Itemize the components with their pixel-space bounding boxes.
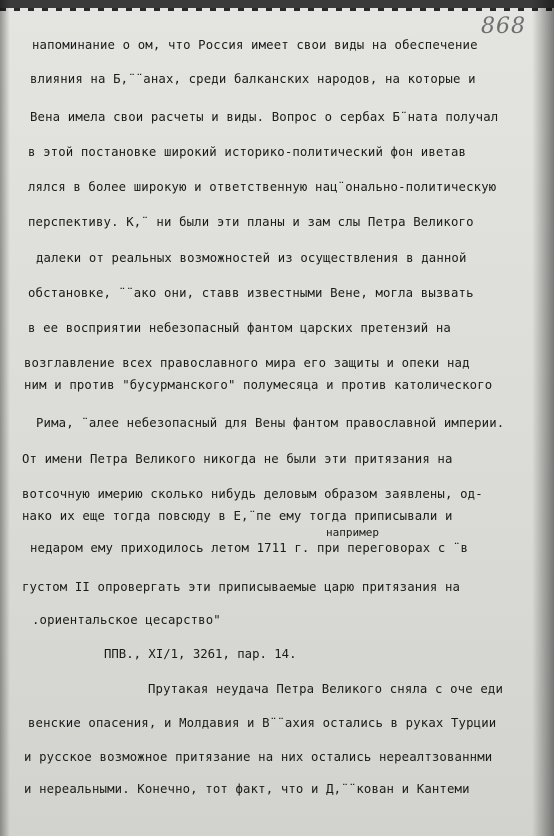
text-line: обстановке, ¨¨ако они, ставв известными Вене, могла вызвать bbox=[28, 286, 474, 300]
text-line: Прутакая неудача Петра Великого сняла с оче еди bbox=[148, 682, 504, 696]
text-line: .ориентальское цесарство" bbox=[32, 613, 221, 627]
text-line: недаром ему приходилось летом 1711 г. при переговорах с ¨в bbox=[30, 541, 469, 555]
interlinear-insertion: например bbox=[326, 526, 379, 539]
paper-top-edge bbox=[0, 0, 554, 8]
text-line: и русское возможное притязание на них остались нереалтзованнми bbox=[24, 750, 493, 764]
text-line: От имени Петра Великого никогда не были эти притязания на bbox=[22, 452, 453, 466]
footnote-reference: ППВ., XI/1, 3261, пар. 14. bbox=[104, 647, 297, 661]
text-line: густом II опровергать эти приписываемые царю притязания на bbox=[22, 580, 461, 594]
text-line: в этой постановке широкий историко-политический фон иветав bbox=[28, 145, 467, 159]
text-line: вотсочную имерию сколько нибудь деловым образом заявлены, од- bbox=[22, 487, 483, 501]
text-line: влияния на Б,¨¨анах, среди балканских народов, на которые и bbox=[30, 72, 476, 86]
page-number: 868 bbox=[481, 14, 526, 39]
text-line: нако их еще тогда повсюду в Е,¨пе ему тогда приписывали и bbox=[22, 509, 453, 523]
text-line: ним и против "бусурманского" полумесяца и против католического bbox=[24, 378, 493, 392]
text-line: Рима, ¨алее небезопасный для Вены фантом православной империи. bbox=[36, 416, 505, 430]
text-line: и нереальными. Конечно, тот факт, что и Д,¨¨кован и Кантеми bbox=[24, 782, 470, 796]
text-line: Вена имела свои расчеты и виды. Вопрос о сербах Б¨ната получал bbox=[30, 110, 499, 124]
scan-right-shadow bbox=[532, 0, 554, 836]
text-line: лялся в более широкую и ответственную нац¨онально-политическую bbox=[28, 180, 497, 194]
text-line: в ее восприятии небезопасный фантом царских претензий на bbox=[28, 321, 451, 335]
text-line: напоминание о ом, что Россия имеет свои виды на обеспечение bbox=[32, 38, 478, 52]
text-line: венские опасения, и Молдавия и В¨¨ахия остались в руках Турции bbox=[28, 716, 497, 730]
scan-left-shadow bbox=[0, 0, 10, 836]
text-line: перспективу. К,¨ ни были эти планы и зам слы Петра Великого bbox=[28, 215, 474, 229]
text-line: возглавление всех православного мира его защиты и опеки над bbox=[24, 356, 470, 370]
text-line: далеки от реальных возможностей из осуществления в данной bbox=[36, 251, 467, 265]
